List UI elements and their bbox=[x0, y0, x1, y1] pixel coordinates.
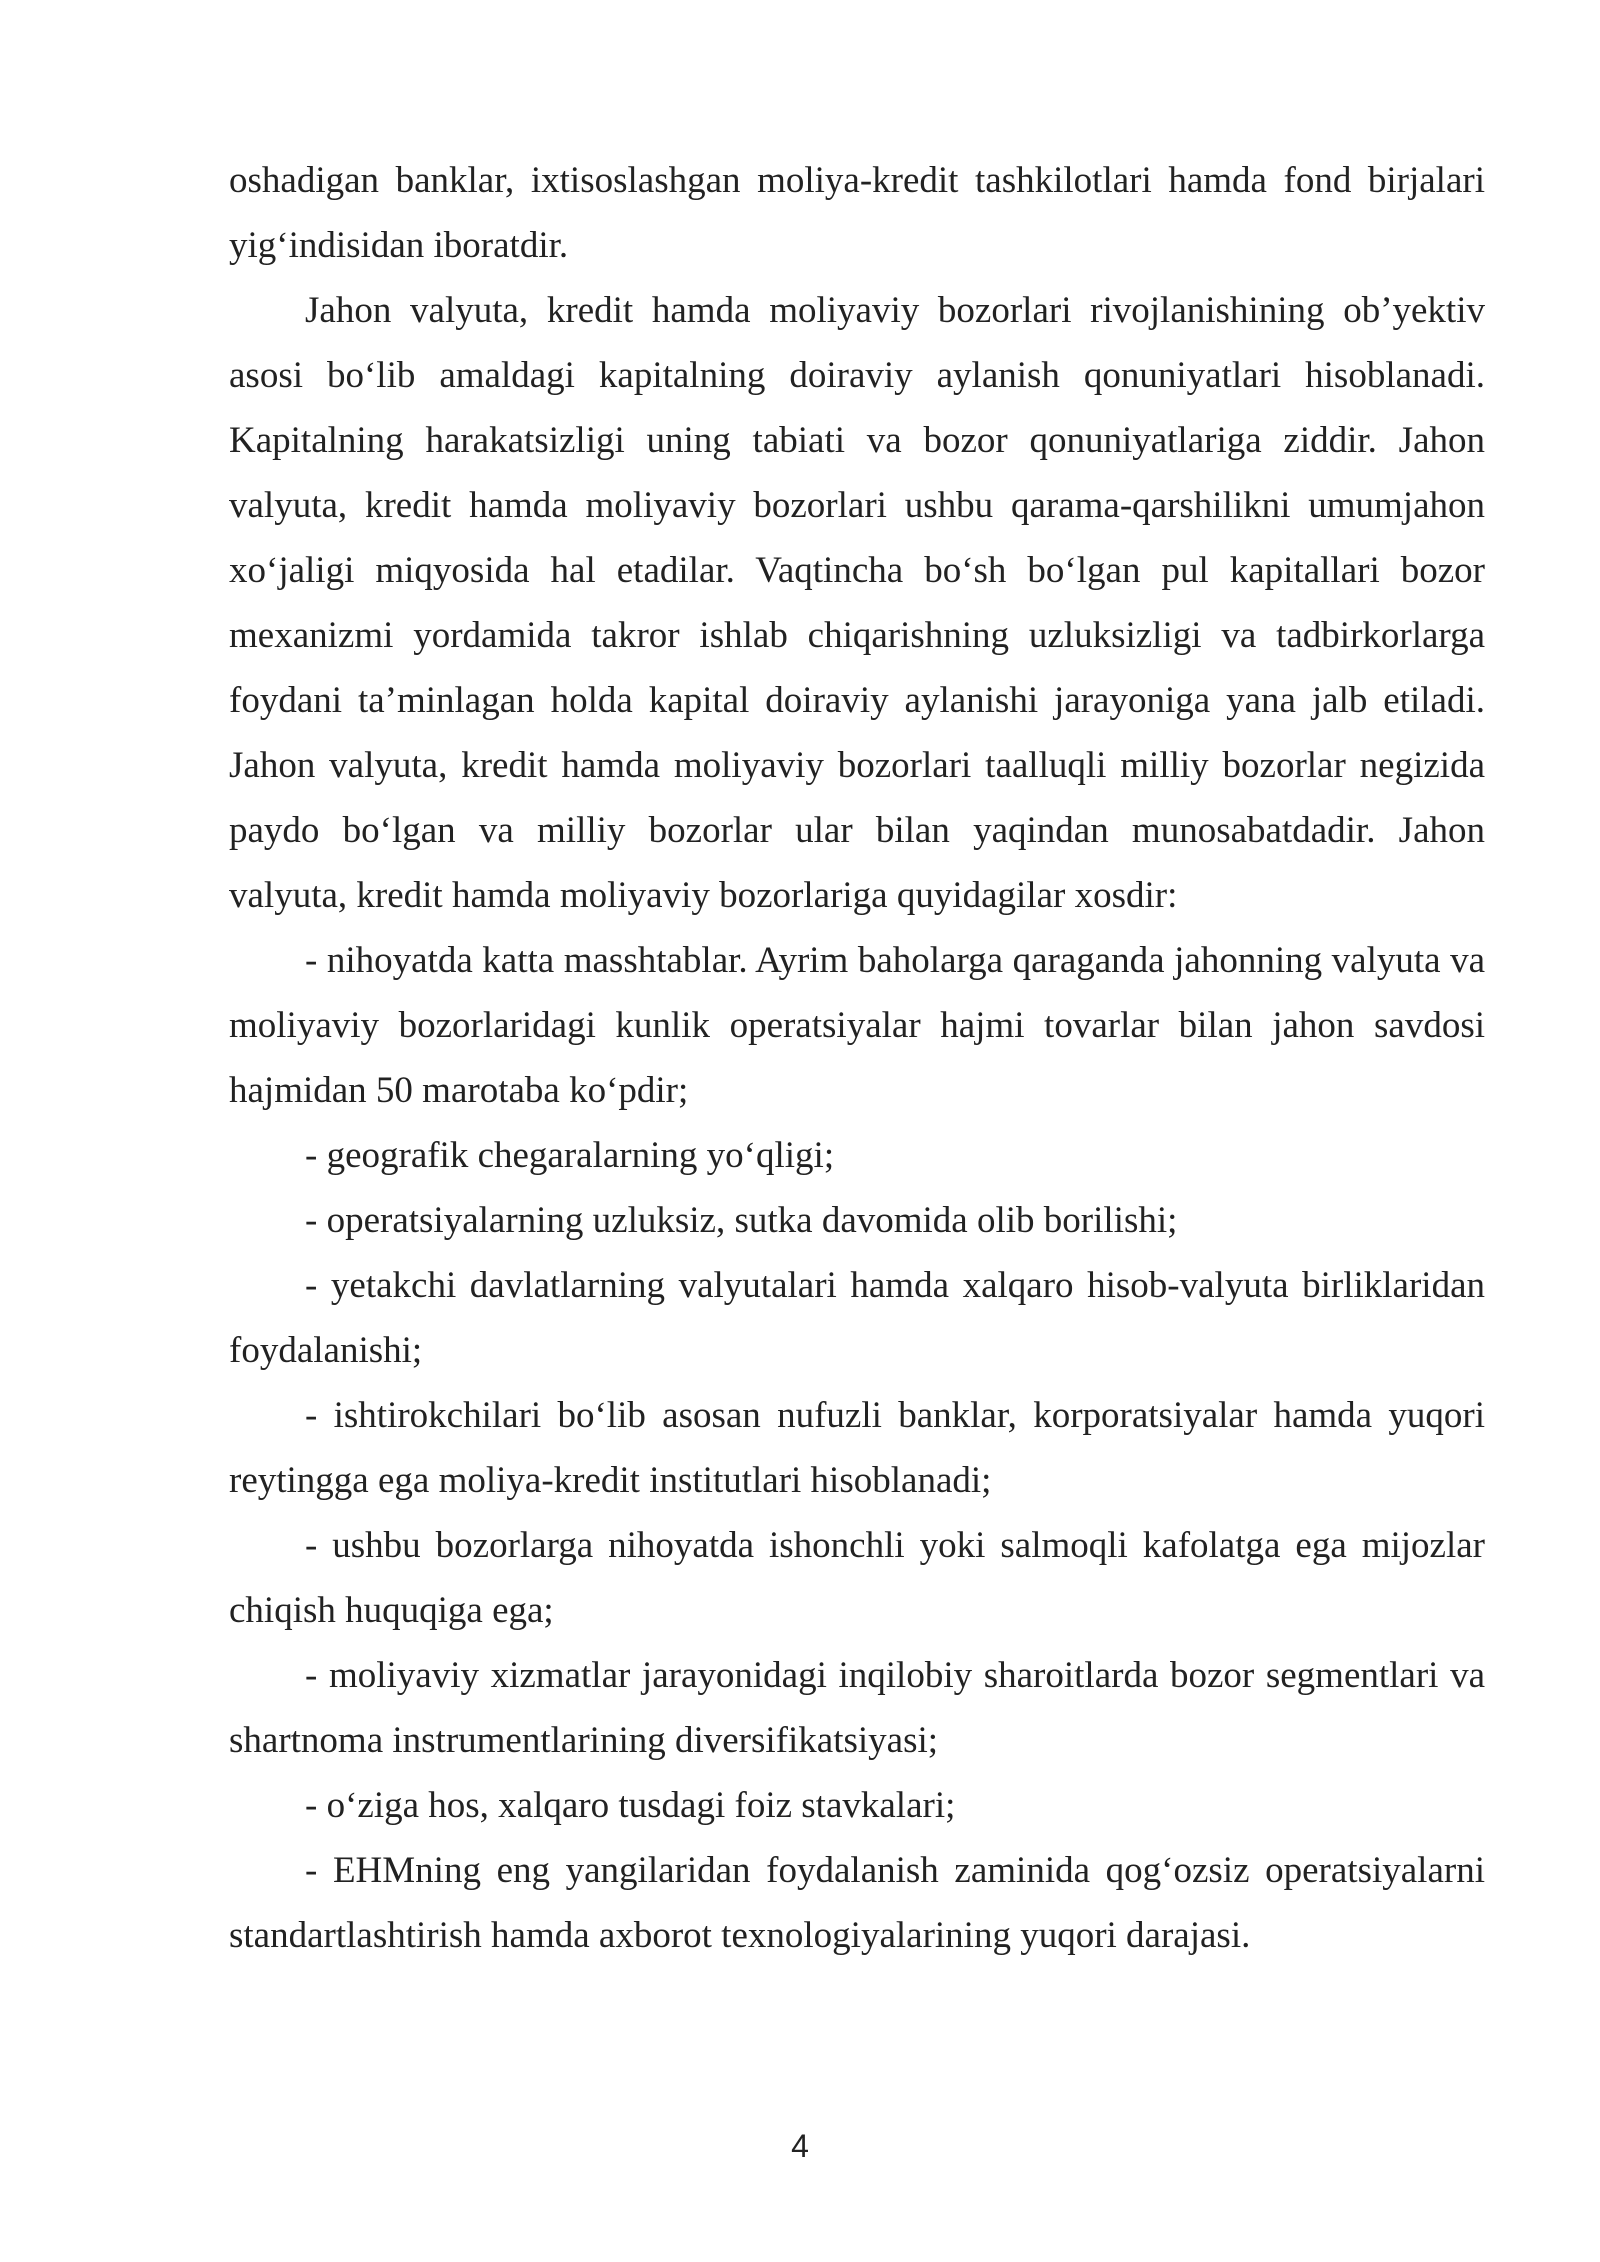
paragraph-main: Jahon valyuta, kredit hamda moliyaviy bozorlari rivojlanishining ob’yektiv asosi bo‘lib amaldagi kapitalning doiraviy aylanish qonuniyatlari hisoblanadi. Kapitalning harakatsizligi uning tabiati va bozor qonuniyatlariga ziddir. Jahon valyuta, kredit hamda moliyaviy bozorlari ushbu qarama-qarshilikni umumjahon xo‘jaligi miqyosida hal etadilar. Vaqtincha bo‘sh bo‘lgan pul kapitallari bozor mexanizmi yordamida takror ishlab chiqarishning uzluksizligi va tadbirkorlarga foydani ta’minlagan holda kapital doiraviy aylanishi jarayoniga yana jalb etiladi. Jahon valyuta, kredit hamda moliyaviy bozorlari taalluqli milliy bozorlar negizida paydo bo‘lgan va milliy bozorlar ular bilan yaqindan munosabatdadir. Jahon valyuta, kredit hamda moliyaviy bozorlariga quyidagilar xosdir: bbox=[229, 290, 1485, 916]
list-item-currencies: - yetakchi davlatlarning valyutalari hamda xalqaro hisob-valyuta birliklaridan foydalanishi; bbox=[229, 1265, 1485, 1371]
list-item-continuity: - operatsiyalarning uzluksiz, sutka davomida olib borilishi; bbox=[305, 1200, 1178, 1241]
list-item-participants: - ishtirokchilari bo‘lib asosan nufuzli banklar, korporatsiyalar hamda yuqori reytingga ega moliya-kredit institutlari hisoblanadi; bbox=[229, 1395, 1485, 1501]
list-item-diversification: - moliyaviy xizmatlar jarayonidagi inqilobiy sharoitlarda bozor segmentlari va shartnoma instrumentlarining diversifikatsiyasi; bbox=[229, 1655, 1485, 1761]
list-item-interest-rates: - o‘ziga hos, xalqaro tusdagi foiz stavkalari; bbox=[305, 1785, 956, 1826]
list-item-access: - ushbu bozorlarga nihoyatda ishonchli yoki salmoqli kafolatga ega mijozlar chiqish huquqiga ega; bbox=[229, 1525, 1485, 1631]
paragraph-continuation: oshadigan banklar, ixtisoslashgan moliya-kredit tashkilotlari hamda fond birjalari yig‘indisidan iboratdir. bbox=[229, 160, 1485, 266]
page-number: 4 bbox=[791, 2128, 809, 2164]
list-item-scale: - nihoyatda katta masshtablar. Ayrim baholarga qaraganda jahonning valyuta va moliyaviy bozorlaridagi kunlik operatsiyalar hajmi tovarlar bilan jahon savdosi hajmidan 50 marotaba ko‘pdir; bbox=[229, 940, 1485, 1111]
list-item-technology: - EHMning eng yangilaridan foydalanish zaminida qog‘ozsiz operatsiyalarni standartlashtirish hamda axborot texnologiyalarining yuqori darajasi. bbox=[229, 1850, 1485, 1956]
body-text bbox=[229, 148, 1485, 1968]
list-item-borders: - geografik chegaralarning yo‘qligi; bbox=[305, 1135, 835, 1176]
